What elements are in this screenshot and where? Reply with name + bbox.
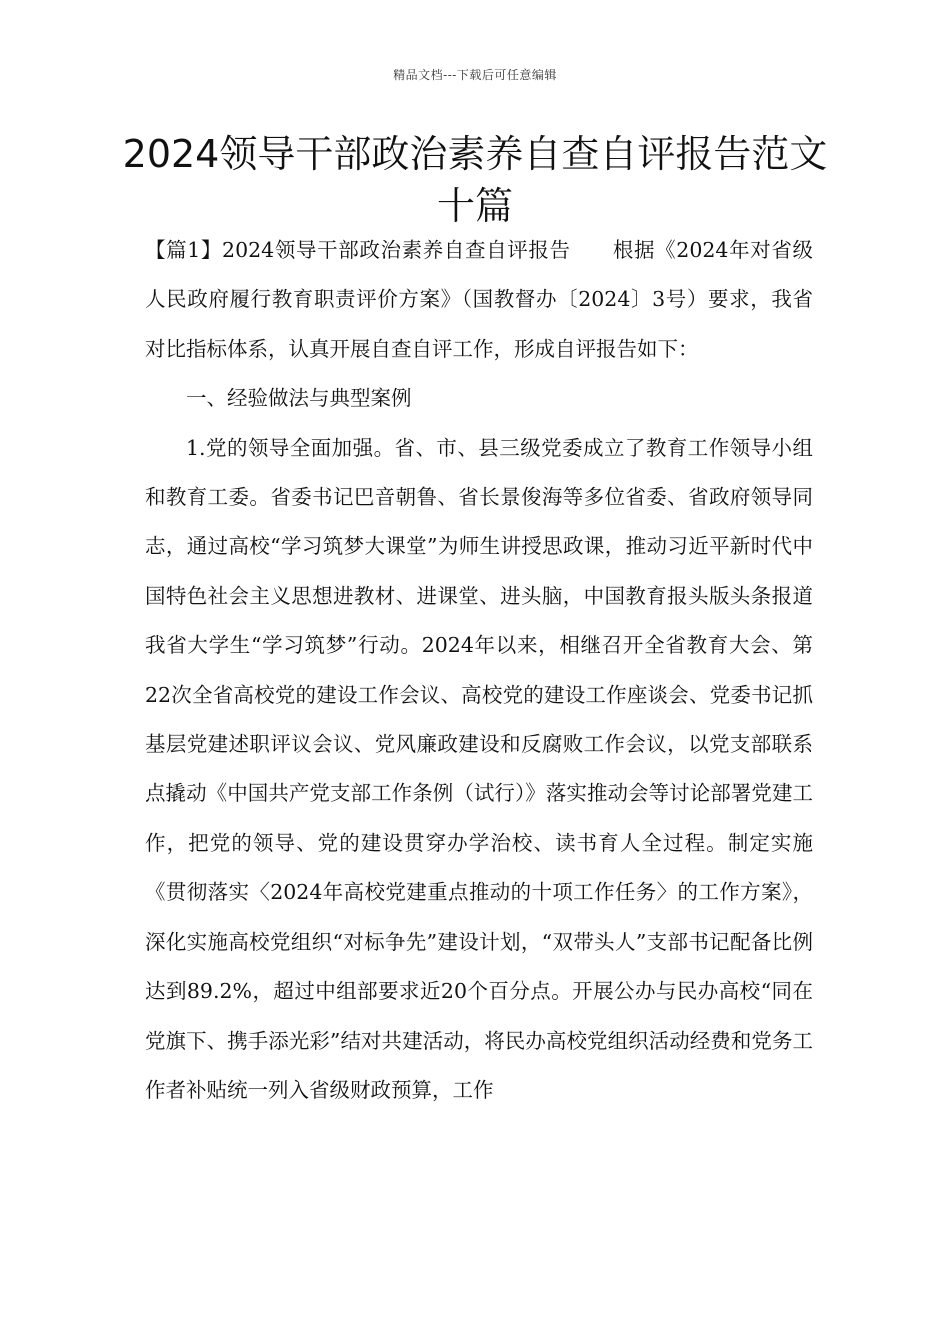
paragraph-intro: 【篇1】2024领导干部政治素养自查自评报告 根据《2024年对省级人民政府履行教育职责评价方案》（国教督办〔2024〕3号）要求，我省对比指标体系，认真开展自查自评工作，形成自评报告如下： [145, 238, 813, 361]
header-note: 精品文档---下载后可任意编辑 [393, 68, 557, 82]
document-body [145, 226, 813, 1115]
document-title: 2024领导干部政治素养自查自评报告范文十篇 [122, 132, 828, 228]
section-heading: 一、经验做法与典型案例 [186, 386, 412, 411]
paragraph-party-leadership: 1.党的领导全面加强。省、市、县三级党委成立了教育工作领导小组和教育工委。省委书记巴音朝鲁、省长景俊海等多位省委、省政府领导同志，通过高校“学习筑梦大课堂”为师生讲授思政课，推动习近平新时代中国特色社会主义思想进教材、进课堂、进头脑，中国教育报头版头条报道我省大学生“学习筑梦”行动。2024年以来，相继召开全省教育大会、第22次全省高校党的建设工作会议、高校党的建设工作座谈会、党委书记抓基层党建述职评议会议、党风廉政建设和反腐败工作会议，以党支部联系点撬动《中国共产党支部工作条例（试行）》落实推动会等讨论部署党建工作，把党的领导、党的建设贯穿办学治校、读书育人全过程。制定实施《贯彻落实〈2024年高校党建重点推动的十项工作任务〉的工作方案》，深化实施高校党组织“对标争先”建设计划，“双带头人”支部书记配备比例达到89.2%，超过中组部要求近20个百分点。开展公办与民办高校“同在党旗下、携手添光彩”结对共建活动，将民办高校党组织活动经费和党务工作者补贴统一列入省级财政预算，工作 [145, 435, 813, 1102]
